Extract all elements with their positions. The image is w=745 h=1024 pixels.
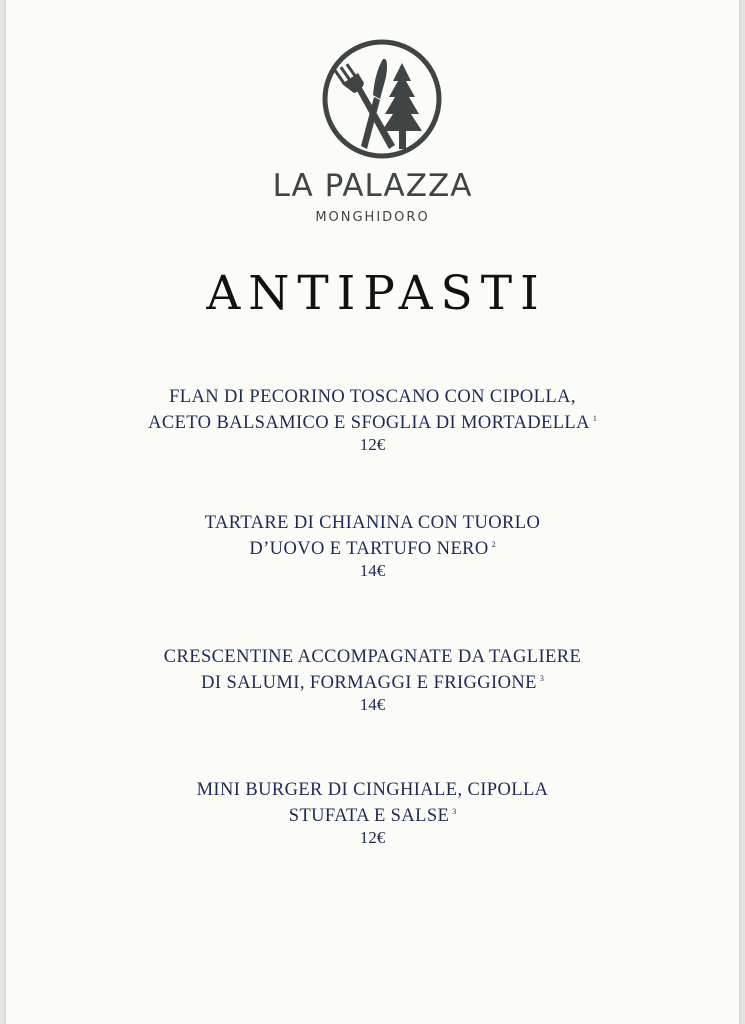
item-name-line-2: STUFATA E SALSE	[288, 806, 450, 826]
item-name-line-2: D’UOVO E TARTUFO NERO	[249, 539, 489, 559]
item-name-line-1: TARTARE DI CHIANINA CON TUORLO	[204, 513, 541, 533]
allergen-note: 3	[539, 674, 544, 683]
item-name-line-1: FLAN DI PECORINO TOSCANO CON CIPOLLA,	[169, 387, 576, 407]
brand-location: MONGHIDORO	[315, 210, 430, 225]
menu-item	[40, 386, 705, 456]
section-title: ANTIPASTI	[206, 266, 547, 321]
menu-item	[40, 646, 705, 716]
item-name-line-1: MINI BURGER DI CINGHIALE, CIPOLLA	[196, 780, 549, 800]
allergen-note: 2	[491, 540, 496, 549]
fork-knife-tree-icon	[320, 37, 444, 161]
item-price: 12€	[359, 435, 386, 454]
item-name-line-2: DI SALUMI, FORMAGGI E FRIGGIONE	[201, 673, 537, 693]
menu-item	[40, 512, 705, 582]
item-name-line-2: ACETO BALSAMICO E SFOGLIA DI MORTADELLA	[148, 413, 590, 433]
item-name-line-1: CRESCENTINE ACCOMPAGNATE DA TAGLIERE	[163, 647, 582, 667]
allergen-note: 1	[592, 414, 597, 423]
brand-name: LA PALAZZA	[272, 168, 473, 204]
menu-item	[40, 779, 705, 849]
item-price: 14€	[359, 561, 386, 580]
allergen-note: 3	[452, 807, 457, 816]
item-price: 14€	[359, 695, 386, 714]
item-price: 12€	[359, 828, 386, 847]
